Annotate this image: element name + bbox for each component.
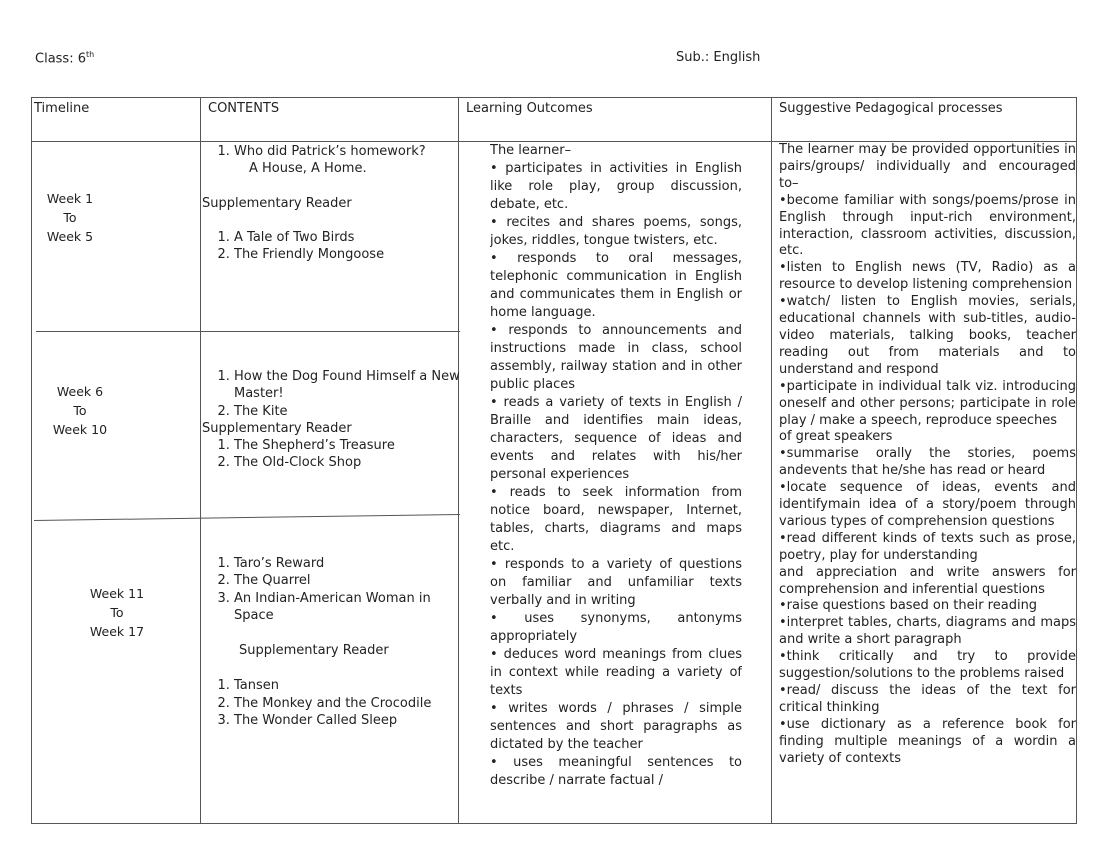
outcome-item: • recites and shares poems, songs, jokes, riddles, tongue twisters, etc. <box>490 215 742 248</box>
supplementary-reader-label: Supplementary Reader <box>239 643 389 659</box>
subject-label: Sub.: English <box>676 50 761 65</box>
pedagogy-item: •become familiar with songs/poems/prose in English through input-rich environment, interaction, classroom activities, discussion, etc. <box>779 192 1076 259</box>
pedagogical-processes-cell <box>779 142 1076 822</box>
outcome-item: • responds to oral messages, telephonic communication in English and communicates them in English or home language. <box>490 251 742 320</box>
column-divider <box>771 98 772 823</box>
outcome-intro: The learner– <box>490 143 572 158</box>
supplementary-item: 2. The Old-Clock Shop <box>234 454 460 471</box>
contents-block-1 <box>202 143 460 263</box>
lesson-item: 1. Taro’s Reward <box>234 555 460 572</box>
outcome-item: • writes words / phrases / simple sentences and short paragraphs as dictated by the teacher <box>490 701 742 752</box>
learning-outcomes-cell <box>490 142 742 818</box>
row-divider <box>36 331 460 332</box>
outcome-item: • deduces word meanings from clues in context while reading a variety of texts <box>490 647 742 698</box>
outcome-item: • responds to announcements and instructions made in class, school assembly, railway station and in other public places <box>490 323 742 392</box>
class-label-text: Class: 6 <box>35 51 86 67</box>
outcome-item: • reads a variety of texts in English / Braille and identifies main ideas, characters, sequence of ideas and events and relates with his/her personal experiences <box>490 395 742 482</box>
pedagogy-item: •watch/ listen to English movies, serials, educational channels with sub-titles, audio-video materials, talking books, teacher reading out from materials and to understand and respond <box>779 294 1076 377</box>
pedagogy-item: •think critically and try to provide suggestion/solutions to the problems raised <box>779 649 1076 682</box>
pedagogy-item: •read different kinds of texts such as prose, poetry, play for understanding <box>779 530 1076 563</box>
lesson-item: 2. The Kite <box>234 403 460 420</box>
lesson-item: 3. An Indian-American Woman in Space <box>234 590 460 625</box>
outcome-item: • participates in activities in English like role play, group discussion, debate, etc. <box>490 161 742 212</box>
class-label <box>35 50 94 66</box>
pedagogy-item: •participate in individual talk viz. introducing oneself and other persons; participate in role play / make a speech, reproduce speeches <box>779 378 1076 428</box>
outcome-item: • responds to a variety of questions on familiar and unfamiliar texts verbally and in writing <box>490 557 742 608</box>
supplementary-item: 2. The Monkey and the Crocodile <box>234 695 460 712</box>
week-range-3: Week 11 To Week 17 <box>89 586 145 639</box>
col-header-contents: CONTENTS <box>208 101 280 116</box>
pedagogy-item: •listen to English news (TV, Radio) as a resource to develop listening comprehension <box>779 260 1076 293</box>
pedagogy-item: •read/ discuss the ideas of the text for critical thinking <box>779 683 1076 715</box>
supplementary-reader-label: Supplementary Reader <box>202 195 352 211</box>
row-divider <box>34 514 460 521</box>
supplementary-item: 2. The Friendly Mongoose <box>234 246 460 263</box>
contents-block-3 <box>202 555 460 729</box>
pedagogy-item: •summarise orally the stories, poems andevents that he/she has read or heard <box>779 446 1076 479</box>
pedagogy-item: •locate sequence of ideas, events and identifymain idea of a story/poem through various types of comprehension questions <box>779 480 1076 529</box>
curriculum-table <box>31 97 1077 824</box>
class-superscript: th <box>85 50 95 59</box>
outcome-item: • uses synonyms, antonyms appropriately <box>490 611 742 644</box>
supplementary-item: 1. The Shepherd’s Treasure <box>234 437 460 454</box>
col-header-learning-outcomes: Learning Outcomes <box>466 101 593 116</box>
pedagogy-intro: The learner may be provided opportunities in pairs/groups/ individually and encouraged to– <box>779 142 1076 191</box>
supplementary-item: 1. A Tale of Two Birds <box>234 229 460 246</box>
lesson-item: 2. The Quarrel <box>234 572 460 589</box>
contents-block-2 <box>202 368 460 472</box>
week-range-2: Week 6 To Week 10 <box>52 384 108 437</box>
lesson-subitem: A House, A Home. <box>249 161 367 177</box>
week-range-1: Week 1 To Week 5 <box>46 191 94 244</box>
col-header-timeline: Timeline <box>34 101 90 116</box>
pedagogy-item: •use dictionary as a reference book for finding multiple meanings of a wordin a variety of contexts <box>779 716 1076 766</box>
pedagogy-item: •interpret tables, charts, diagrams and maps and write a short paragraph <box>779 615 1076 648</box>
pedagogy-item: •raise questions based on their reading <box>779 598 1038 614</box>
pedagogy-item: of great speakers <box>779 429 893 445</box>
lesson-item: 1. Who did Patrick’s homework? <box>234 143 460 160</box>
supplementary-item: 1. Tansen <box>234 677 460 694</box>
lesson-item: 1. How the Dog Found Himself a New Master! <box>234 368 460 403</box>
col-header-pedagogical-processes: Suggestive Pedagogical processes <box>779 101 1003 116</box>
outcome-item: • reads to seek information from notice board, newspaper, Internet, tables, charts, diagrams and maps etc. <box>490 485 742 554</box>
supplementary-item: 3. The Wonder Called Sleep <box>234 712 460 729</box>
outcome-item: • uses meaningful sentences to describe / narrate factual / <box>490 755 742 788</box>
column-divider <box>200 98 201 823</box>
supplementary-reader-label: Supplementary Reader <box>202 420 352 436</box>
pedagogy-item: and appreciation and write answers for comprehension and inferential questions <box>779 564 1076 597</box>
